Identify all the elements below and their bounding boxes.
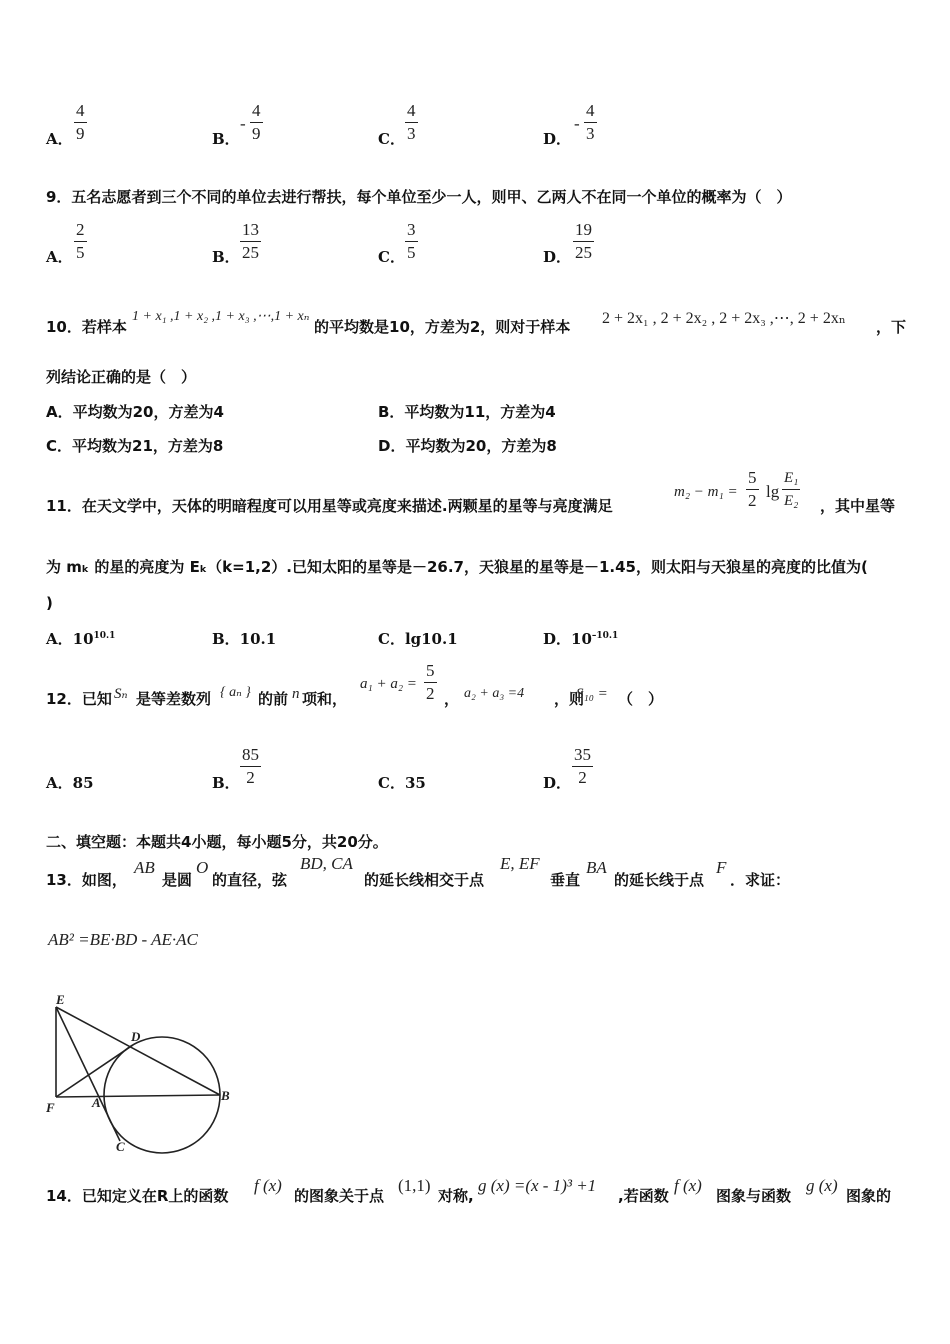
q14-stem xyxy=(46,1172,926,1212)
label-e: E xyxy=(56,992,65,1007)
q12-an: { aₙ } xyxy=(220,685,251,700)
q14-gx-def: g (x) =(x - 1)³ +1 xyxy=(478,1176,597,1195)
q11-option-d: D．$10^{-10.1}$ xyxy=(543,630,619,648)
q11-tail: ，其中星等 xyxy=(820,497,896,515)
q11-formula-lg: lg xyxy=(766,482,780,501)
q10-stem xyxy=(46,306,906,336)
q9-option-d-fraction: $\frac{19}{25}$ xyxy=(575,220,592,262)
q10-sample-1: 1 + x₁ ,1 + x₂ ,1 + x₃ ,⋯,1 + xₙ xyxy=(132,309,310,324)
q12-t4: ，则 xyxy=(554,690,585,708)
label-d: D xyxy=(131,1029,141,1044)
label-b: B xyxy=(221,1088,230,1103)
q11-option-b: B．10.1 xyxy=(212,630,277,648)
segment-ec xyxy=(56,1007,120,1141)
q13-t5: 的延长线于点 xyxy=(614,871,705,889)
q14-lead: 14．已知定义在R上的函数 xyxy=(46,1187,229,1205)
q9-option-d-letter: D． xyxy=(543,248,572,266)
q11-formula-left: m₂ − m₁ = xyxy=(674,484,738,500)
q8-option-d-sign: - xyxy=(574,114,580,133)
q14-t3: ,若函数 xyxy=(618,1187,669,1205)
q11-lead: 11．在天文学中，天体的明暗程度可以用星等或亮度来描述.两颗星的星等与亮度满足 xyxy=(46,497,613,515)
q12-stem: 12．已知 Sₙ 是等差数列 { aₙ } 的前 n 项和， a₁ + a₂ = $\frac{5}{2}$ ， a₂ + a₃ =4 ，则 S₁₀ = （ ） xyxy=(46,661,664,708)
q12-option-b-letter: B． xyxy=(212,774,240,792)
label-c: C xyxy=(116,1139,125,1154)
q8-option-d-letter: D． xyxy=(543,130,572,148)
q12-option-d-letter: D． xyxy=(543,774,572,792)
section-2-heading: 二、填空题：本题共4小题，每小题5分，共20分。 xyxy=(46,833,388,851)
q12-option-d-fraction: $\frac{35}{2}$ xyxy=(574,745,591,787)
q8-option-a-fraction: $\frac{4}{9}$ xyxy=(76,101,85,143)
q14-t5: 图象的 xyxy=(846,1187,892,1205)
q13-o: O xyxy=(196,858,209,877)
q8-option-b-sign: - xyxy=(240,114,246,133)
q8-option-d-fraction: $\frac{4}{3}$ xyxy=(586,101,595,143)
q12-option-c: C．35 xyxy=(378,774,426,792)
q13-f: F xyxy=(716,858,727,877)
q9-option-a-letter: A． xyxy=(46,248,73,266)
q13-proof-statement: AB² =BE·BD - AE·AC xyxy=(48,930,198,949)
q12-t2: 的前 xyxy=(258,690,289,708)
q13-geometry-figure xyxy=(40,985,240,1155)
q11-line2: 为 mₖ 的星的亮度为 Eₖ（k=1,2）.已知太阳的星等是－26.7，天狼星的星等是－1.45，则太阳与天狼星的亮度的比值为( xyxy=(46,558,868,576)
q10-option-b: B．平均数为11，方差为4 xyxy=(378,403,556,421)
q12-t1: 是等差数列 xyxy=(136,690,212,708)
q13-lead: 13．如图， xyxy=(46,871,127,889)
q14-fx: f (x) xyxy=(254,1176,282,1195)
q12-sn: Sₙ xyxy=(114,686,128,702)
q12-lead: 12．已知 xyxy=(46,690,112,708)
q13-ab: AB xyxy=(134,858,155,877)
q12-t3: 项和， xyxy=(302,690,348,708)
q9-option-c-fraction: $\frac{3}{5}$ xyxy=(407,220,416,262)
q14-fx-2: f (x) xyxy=(674,1176,702,1195)
q11-formula-ratio: $\frac{\text{E₁}}{\text{E₂}}$ xyxy=(782,467,800,512)
q14-gx-2: g (x) xyxy=(806,1176,838,1195)
q11-option-a: A．$10^{10.1}$ xyxy=(46,630,116,648)
q10-mid: 的平均数是10，方差为2，则对于样本 xyxy=(314,318,571,336)
q9-option-c-letter: C． xyxy=(378,248,405,266)
q14-t2: 对称, xyxy=(438,1187,474,1205)
q9-option-b-fraction: $\frac{13}{25}$ xyxy=(242,220,259,262)
q10-option-c: C．平均数为21，方差为8 xyxy=(46,437,224,455)
q12-option-b-fraction: $\frac{85}{2}$ xyxy=(242,745,259,787)
q8-option-c-fraction: $\frac{4}{3}$ xyxy=(407,101,416,143)
q14-t4: 图象与函数 xyxy=(716,1187,792,1205)
q13-t4: 垂直 xyxy=(550,871,581,889)
q14-t1: 的图象关于点 xyxy=(294,1187,385,1205)
q11-formula-coef: $\frac{5}{2}$ xyxy=(748,468,757,510)
q10-option-d: D．平均数为20，方差为8 xyxy=(378,437,557,455)
q10-stem-line2: 列结论正确的是（ ） xyxy=(46,368,197,386)
q9-stem: 9．五名志愿者到三个不同的单位去进行帮扶，每个单位至少一人，则甲、乙两人不在同一个单位的概率为（ ） xyxy=(46,188,792,206)
q12-n: n xyxy=(292,686,300,702)
q12-cond1-fraction: $\frac{5}{2}$ xyxy=(426,661,435,703)
q13-stem xyxy=(46,852,906,892)
q13-t3: 的延长线相交于点 xyxy=(364,871,485,889)
segment-eb xyxy=(56,1007,220,1095)
q10-tail: ，下 xyxy=(876,318,907,336)
q9-option-a-fraction: $\frac{2}{5}$ xyxy=(76,220,85,262)
q9-option-b-letter: B． xyxy=(212,248,240,266)
q12-option-a: A．85 xyxy=(46,774,94,792)
q11-line3: ) xyxy=(46,594,53,612)
q10-lead: 10．若样本 xyxy=(46,318,127,336)
q12-cond1: a₁ + a₂ = xyxy=(360,676,417,692)
q14-point: (1,1) xyxy=(398,1176,431,1195)
q11-option-c: C．lg10.1 xyxy=(378,630,458,648)
q12-cond2: a₂ + a₃ =4 xyxy=(464,686,525,701)
q13-bdca: BD, CA xyxy=(300,854,353,873)
segment-fb xyxy=(56,1095,220,1097)
label-a: A xyxy=(92,1095,101,1110)
q13-ba: BA xyxy=(586,858,607,877)
q12-s10: S₁₀ = xyxy=(576,686,608,702)
q13-t6: ．求证： xyxy=(730,871,791,889)
q8-option-b-fraction: $\frac{4}{9}$ xyxy=(252,101,261,143)
q13-t2: 的直径，弦 xyxy=(212,871,288,889)
q13-eef: E, EF xyxy=(500,854,540,873)
q10-option-a: A．平均数为20，方差为4 xyxy=(46,403,224,421)
label-f: F xyxy=(46,1100,55,1115)
q10-sample-2: 2 + 2x₁ , 2 + 2x₂ , 2 + 2x₃ ,⋯, 2 + 2xₙ xyxy=(602,310,846,327)
q12-t5: （ ） xyxy=(618,690,664,708)
q8-option-b-letter: B． xyxy=(212,130,240,148)
q13-t1: 是圆 xyxy=(162,871,193,889)
q8-option-a-letter: A． xyxy=(46,130,73,148)
q8-option-c-letter: C． xyxy=(378,130,405,148)
